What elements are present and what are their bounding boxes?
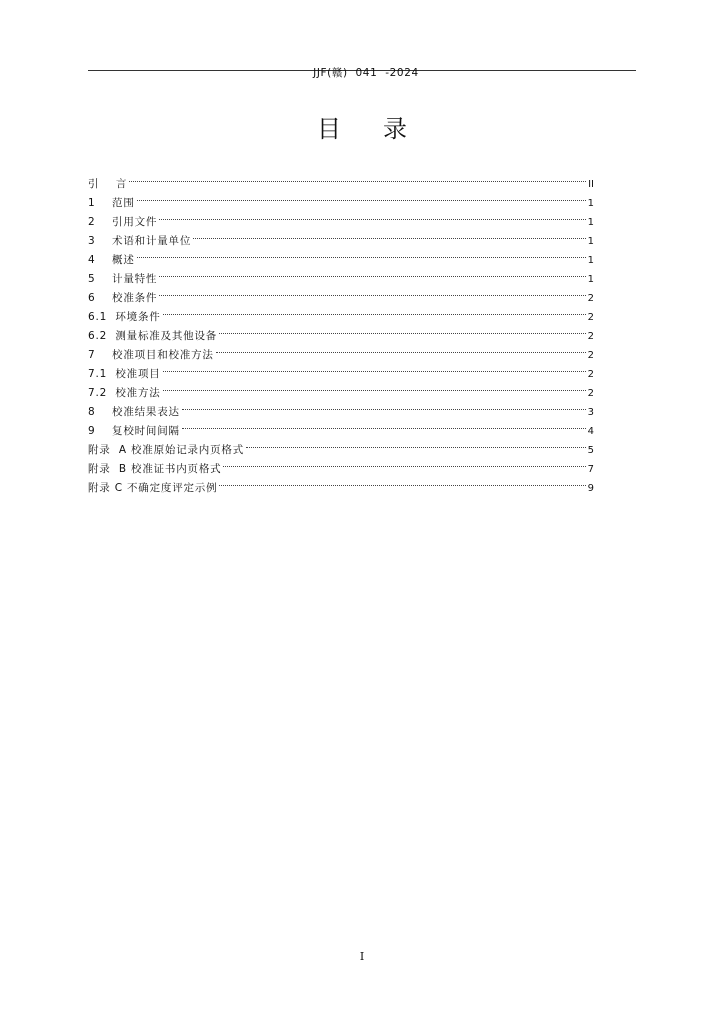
toc-entry-foreword[interactable]: [88, 168, 594, 190]
toc-entry-page: II: [588, 179, 594, 190]
toc-entry-calibration-methods[interactable]: [88, 377, 594, 399]
toc-entry-calibration-items[interactable]: [88, 358, 594, 380]
toc-entry-label: 附录 B 校准证书内页格式: [88, 463, 222, 475]
dot-leader: [163, 358, 586, 377]
dot-leader: [182, 415, 586, 434]
toc-entry-label: 附录 A 校准原始记录内页格式: [88, 444, 244, 456]
toc-entry-page: 2: [587, 331, 594, 342]
toc-entry-label: 引 言: [88, 178, 128, 190]
toc-entry-label: 1 范围: [88, 197, 135, 209]
toc-entry-label: 7.2 校准方法: [88, 387, 161, 399]
dot-leader: [219, 320, 586, 339]
dot-leader: [219, 472, 585, 491]
toc-entry-page: 4: [587, 426, 594, 437]
dot-leader: [159, 282, 585, 301]
toc-entry-label: 9 复校时间间隔: [88, 425, 180, 437]
toc-entry-label: 附录 C 不确定度评定示例: [88, 482, 218, 494]
toc-entry-page: 9: [587, 483, 594, 494]
dot-leader: [137, 244, 586, 263]
dot-leader: [159, 206, 585, 225]
dot-leader: [129, 168, 586, 187]
toc-entry-page: 2: [587, 388, 594, 399]
toc-entry-label: 8 校准结果表达: [88, 406, 180, 418]
toc-entry-page: 1: [587, 198, 594, 209]
table-of-contents: [88, 168, 594, 494]
toc-entry-page: 1: [587, 217, 594, 228]
toc-entry-page: 7: [587, 464, 594, 475]
toc-entry-label: 2 引用文件: [88, 216, 158, 228]
dot-leader: [223, 453, 585, 472]
toc-entry-page: 1: [587, 274, 594, 285]
dot-leader: [163, 377, 586, 396]
toc-entry-page: 1: [587, 255, 594, 266]
toc-entry-references[interactable]: [88, 206, 594, 228]
toc-entry-environmental-conditions[interactable]: [88, 301, 594, 323]
toc-entry-label: 6.2 测量标准及其他设备: [88, 330, 218, 342]
toc-entry-page: 1: [587, 236, 594, 247]
dot-leader: [137, 187, 586, 206]
toc-entry-page: 5: [587, 445, 594, 456]
dot-leader: [182, 396, 586, 415]
dot-leader: [216, 339, 586, 358]
toc-entry-calibration-conditions[interactable]: [88, 282, 594, 304]
toc-entry-measurement-standards[interactable]: [88, 320, 594, 342]
toc-entry-page: 2: [587, 369, 594, 380]
toc-entry-overview[interactable]: [88, 244, 594, 266]
page-title: 目录: [317, 115, 449, 143]
standard-code: JJF(赣) 041 -2024: [313, 67, 419, 79]
toc-entry-label: 4 概述: [88, 254, 135, 266]
dot-leader: [163, 301, 586, 320]
toc-entry-page: 3: [587, 407, 594, 418]
page-number: I: [359, 950, 365, 963]
toc-entry-label: 6.1 环境条件: [88, 311, 161, 323]
toc-entry-results-expression[interactable]: [88, 396, 594, 418]
toc-entry-metrological-characteristics[interactable]: [88, 263, 594, 285]
toc-entry-scope[interactable]: [88, 187, 594, 209]
toc-entry-label: 6 校准条件: [88, 292, 158, 304]
toc-entry-page: 2: [587, 350, 594, 361]
dot-leader: [246, 434, 586, 453]
toc-entry-terms[interactable]: [88, 225, 594, 247]
toc-entry-page: 2: [587, 312, 594, 323]
dot-leader: [159, 263, 585, 282]
toc-entry-label: 3 术语和计量单位: [88, 235, 192, 247]
toc-entry-label: 7.1 校准项目: [88, 368, 161, 380]
document-header: [88, 52, 636, 79]
toc-entry-label: 5 计量特性: [88, 273, 158, 285]
toc-entry-page: 2: [587, 293, 594, 304]
toc-entry-label: 7 校准项目和校准方法: [88, 349, 214, 361]
dot-leader: [193, 225, 585, 244]
